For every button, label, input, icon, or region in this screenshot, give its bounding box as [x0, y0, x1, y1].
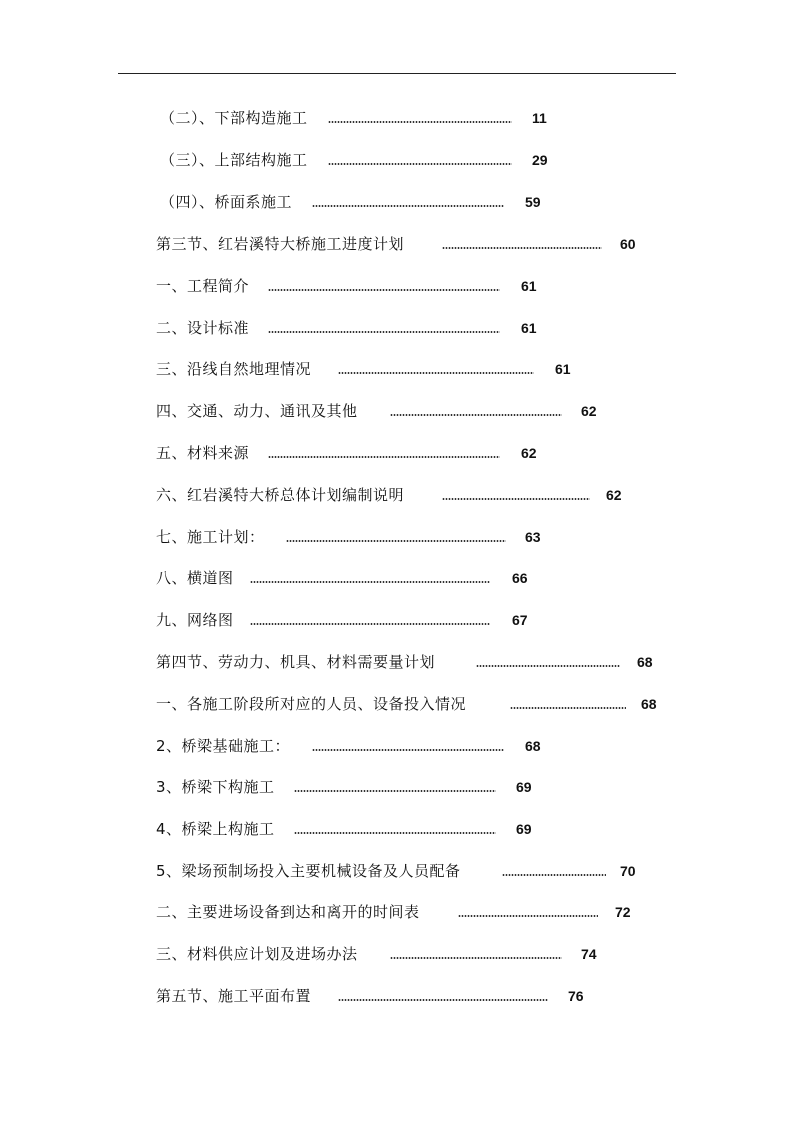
toc-entry-page: 66 — [512, 570, 528, 586]
toc-entry-title: 四、交通、动力、通讯及其他 — [156, 402, 358, 420]
toc-entry-title: 4、桥梁上构施工 — [156, 820, 275, 838]
toc-entry[interactable] — [156, 439, 537, 463]
toc-leader-dots — [328, 120, 512, 124]
toc-leader-dots — [312, 748, 504, 752]
toc-entry-page: 63 — [525, 529, 541, 545]
toc-entry-page: 62 — [581, 403, 597, 419]
toc-entry-title: 八、横道图 — [156, 569, 234, 587]
toc-entry[interactable] — [156, 857, 636, 881]
toc-entry-title: 3、桥梁下构施工 — [156, 778, 275, 796]
toc-entry-page: 59 — [525, 194, 541, 210]
toc-entry[interactable] — [156, 648, 653, 672]
toc-entry-page: 62 — [606, 487, 622, 503]
toc-entry-title: 九、网络图 — [156, 611, 234, 629]
toc-entry-title: 第三节、红岩溪特大桥施工进度计划 — [156, 235, 405, 253]
toc-entry-page: 68 — [641, 696, 657, 712]
toc-leader-dots — [268, 455, 500, 459]
toc-leader-dots — [268, 330, 500, 334]
toc-entry[interactable] — [156, 314, 537, 338]
toc-entry-title: （三）、上部结构施工 — [160, 151, 308, 169]
toc-entry-title: （二）、下部构造施工 — [160, 109, 308, 127]
toc-entry-page: 76 — [568, 988, 584, 1004]
toc-entry-title: 5、梁场预制场投入主要机械设备及人员配备 — [156, 862, 461, 880]
toc-entry-title: 一、各施工阶段所对应的人员、设备投入情况 — [156, 695, 467, 713]
toc-leader-dots — [294, 831, 496, 835]
toc-entry-title: 第四节、劳动力、机具、材料需要量计划 — [156, 653, 436, 671]
toc-leader-dots — [250, 580, 490, 584]
toc-entry[interactable] — [160, 146, 548, 170]
toc-leader-dots — [458, 914, 598, 918]
toc-entry-title: 五、材料来源 — [156, 444, 250, 462]
toc-entry-title: 三、材料供应计划及进场办法 — [156, 945, 358, 963]
toc-entry[interactable] — [156, 732, 541, 756]
toc-entry[interactable] — [156, 815, 532, 839]
toc-entry-page: 62 — [521, 445, 537, 461]
toc-entry[interactable] — [156, 523, 541, 547]
toc-entry-title: 第五节、施工平面布置 — [156, 987, 312, 1005]
toc-leader-dots — [390, 413, 562, 417]
toc-entry-title: 二、主要进场设备到达和离开的时间表 — [156, 903, 420, 921]
toc-entry[interactable] — [156, 606, 528, 630]
toc-leader-dots — [476, 664, 620, 668]
toc-entry-page: 61 — [521, 320, 537, 336]
toc-leader-dots — [442, 246, 602, 250]
toc-entry[interactable] — [156, 564, 528, 588]
toc-entry[interactable] — [156, 940, 597, 964]
toc-leader-dots — [390, 956, 562, 960]
toc-entry[interactable] — [156, 272, 537, 296]
toc-leader-dots — [338, 371, 534, 375]
toc-entry[interactable] — [156, 773, 532, 797]
toc-leader-dots — [510, 706, 626, 710]
toc-entry-title: 二、设计标准 — [156, 319, 250, 337]
toc-entry[interactable] — [160, 188, 541, 212]
toc-entry-page: 69 — [516, 821, 532, 837]
toc-entry[interactable] — [160, 104, 547, 128]
toc-entry-title: （四）、桥面系施工 — [160, 193, 293, 211]
toc-entry-page: 74 — [581, 946, 597, 962]
toc-leader-dots — [286, 539, 506, 543]
toc-leader-dots — [338, 998, 548, 1002]
toc-entry-page: 11 — [532, 110, 547, 126]
toc-entry-title: 一、工程简介 — [156, 277, 250, 295]
toc-entry-page: 61 — [521, 278, 537, 294]
toc-leader-dots — [294, 789, 496, 793]
toc-leader-dots — [250, 622, 490, 626]
toc-entry[interactable] — [156, 690, 657, 714]
toc-entry-title: 七、施工计划： — [156, 528, 265, 546]
toc-entry-page: 70 — [620, 863, 636, 879]
toc-leader-dots — [442, 497, 590, 501]
toc-entry-page: 69 — [516, 779, 532, 795]
toc-entry-page: 72 — [615, 904, 631, 920]
toc-entry[interactable] — [156, 982, 584, 1006]
toc-entry[interactable] — [156, 355, 571, 379]
toc-leader-dots — [502, 873, 606, 877]
toc-entry[interactable] — [156, 898, 631, 922]
toc-entry-title: 三、沿线自然地理情况 — [156, 360, 312, 378]
toc-leader-dots — [312, 204, 504, 208]
toc-entry-page: 67 — [512, 612, 528, 628]
toc-entry[interactable] — [156, 481, 622, 505]
toc-entry-page: 61 — [555, 361, 571, 377]
toc-entry[interactable] — [156, 230, 636, 254]
toc-entry-page: 68 — [525, 738, 541, 754]
toc-entry-title: 六、红岩溪特大桥总体计划编制说明 — [156, 486, 405, 504]
toc-entry-page: 29 — [532, 152, 548, 168]
toc-entry-page: 60 — [620, 236, 636, 252]
toc-leader-dots — [328, 162, 512, 166]
toc-entry[interactable] — [156, 397, 597, 421]
toc-entry-page: 68 — [637, 654, 653, 670]
toc-entry-title: 2、桥梁基础施工： — [156, 737, 291, 755]
toc-leader-dots — [268, 288, 500, 292]
